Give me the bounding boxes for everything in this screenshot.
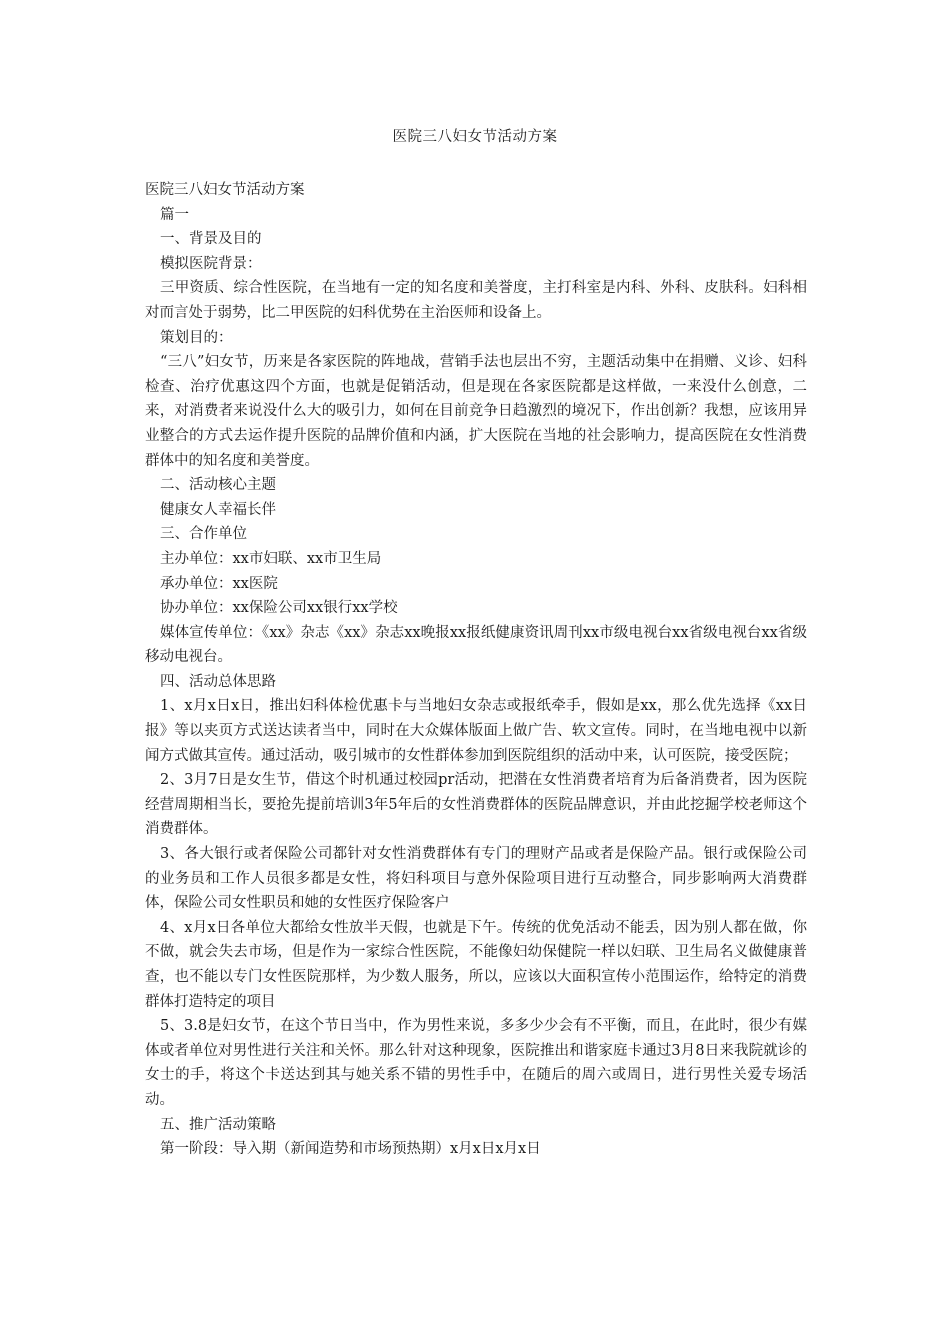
- body-paragraph: 二、活动核心主题: [160, 477, 276, 494]
- body-paragraph: 第一阶段：导入期（新闻造势和市场预热期）x月x日x月x日: [160, 1141, 541, 1158]
- body-paragraph: 篇一: [160, 206, 189, 223]
- body-paragraph: 2、3月7日是女生节，借这个时机通过校园pr活动，把潜在女性消费者培育为后备消费者，因为医院经营周期相当长，要抢先提前培训3年5年后的女性消费群体的医院品牌意识，并由此挖掘学校老师这个消费群体。: [145, 772, 807, 838]
- body-paragraph: 三甲资质、综合性医院，在当地有一定的知名度和美誉度，主打科室是内科、外科、皮肤科。妇科相对而言处于弱势，比二甲医院的妇科优势在主治医师和设备上。: [145, 280, 807, 321]
- body-paragraph: 媒体宣传单位：《xx》杂志《xx》杂志xx晚报xx报纸健康资讯周刊xx市级电视台xx省级电视台xx省级移动电视台。: [145, 624, 807, 666]
- body-paragraph: 模拟医院背景：: [160, 255, 262, 272]
- body-paragraph: 健康女人幸福长伴: [160, 501, 276, 518]
- body-paragraph: “三八”妇女节，历来是各家医院的阵地战，营销手法也层出不穷，主题活动集中在捐赠、义诊、妇科检查、治疗优惠这四个方面，也就是促销活动，但是现在各家医院都是这样做，一来没什么创意，二来，对消费者来说没什么大的吸引力，如何在目前竞争日趋激烈的境况下，作出创新？我想，应该用异业整合的方式去运作提升医院的品牌价值和内涵，扩大医院在当地的社会影响力，提高医院在女性消费群体中的知名度和美誉度。: [145, 354, 807, 469]
- body-paragraph: 一、背景及目的: [160, 231, 262, 248]
- body-paragraph: 医院三八妇女节活动方案: [145, 182, 305, 198]
- body-paragraph: 主办单位：xx市妇联、xx市卫生局: [160, 550, 382, 567]
- body-paragraph: 1、x月x日x日，推出妇科体检优惠卡与当地妇女杂志或报纸牵手，假如是xx，那么优先选择《xx日报》等以夹页方式送达读者当中，同时在大众媒体版面上做广告、软文宣传。同时，在当地电视中以新闻方式做其宣传。通过活动，吸引城市的女性群体参加到医院组织的活动中来，认可医院，接受医院；: [145, 698, 807, 764]
- body-paragraph: 协办单位：xx保险公司xx银行xx学校: [160, 600, 398, 617]
- body-paragraph: 四、活动总体思路: [160, 673, 276, 690]
- body-paragraph: 策划目的：: [160, 329, 233, 346]
- body-paragraph: 4、x月x日各单位大都给女性放半天假，也就是下午。传统的优免活动不能丢，因为别人都在做，你不做，就会失去市场，但是作为一家综合性医院，不能像妇幼保健院一样以妇联、卫生局名义做健康普查，也不能以专门女性医院那样，为少数人服务，所以，应该以大面积宣传小范围运作，给特定的消费群体打造特定的项目: [145, 919, 807, 1010]
- body-paragraph: 3、各大银行或者保险公司都针对女性消费群体有专门的理财产品或者是保险产品。银行或保险公司的业务员和工作人员很多都是女性，将妇科项目与意外保险项目进行互动整合，同步影响两大消费群体，保险公司女性职员和她的女性医疗保险客户: [145, 846, 807, 912]
- document-title: 医院三八妇女节活动方案: [392, 129, 558, 145]
- document-body: [145, 178, 807, 1162]
- body-paragraph: 三、合作单位: [160, 526, 247, 543]
- body-paragraph: 5、3.8是妇女节，在这个节日当中，作为男性来说，多多少少会有不平衡，而且，在此时，很少有媒体或者单位对男性进行关注和关怀。那么针对这种现象，医院推出和谐家庭卡通过3月8日来我院就诊的女士的手，将这个卡送达到其与她关系不错的男性手中，在随后的周六或周日，进行男性关爱专场活动。: [145, 1018, 808, 1108]
- body-paragraph: 承办单位：xx医院: [160, 575, 278, 592]
- body-paragraph: 五、推广活动策略: [160, 1116, 276, 1133]
